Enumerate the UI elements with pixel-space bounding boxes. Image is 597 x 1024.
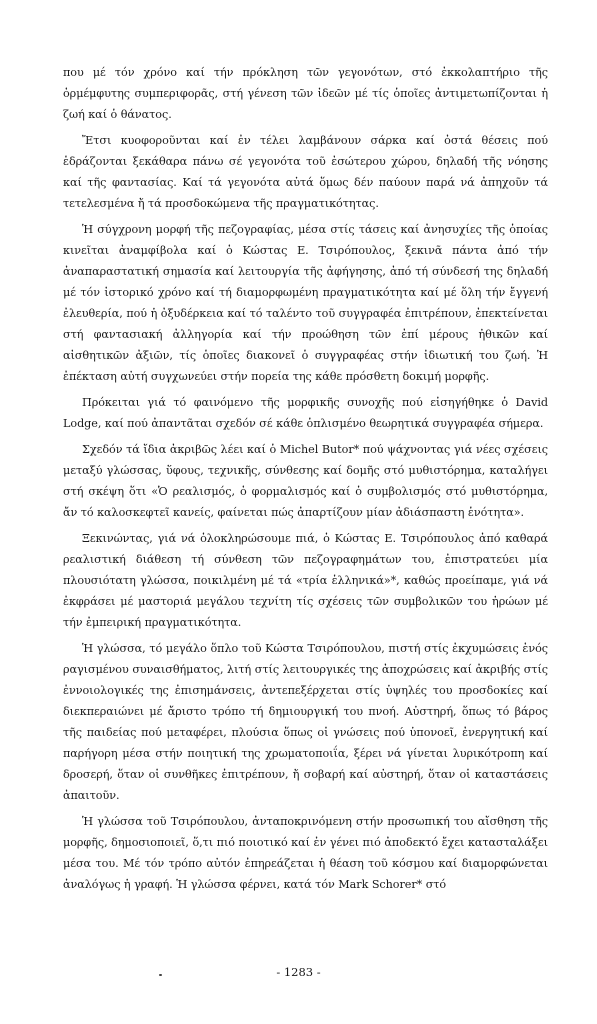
paragraph-3: Ἡ σύγχρονη μορφή τῆς πεζογραφίας, μέσα στίς τάσεις καί ἀνησυχίες τῆς ὁποίας κινεῖται ἀναμφίβολα καί ὁ Κώστας Ε. Τσιρόπουλος, ξεκινᾶ πάντα ἀπό τήν ἀναπαραστατική σημασία καί λειτουργία τῆς ἀφήγησης, ἀπό τή σύνδεσή της δηλαδή μέ τόν ἱστορικό χρόνο καί τή διαμορφωμένη πραγματικότητα καί μέ ὅλη τήν ἔγγενή ἐλευθερία, πού ἡ ὀξυδέρκεια καί τό ταλέντο τοῦ συγγραφέα ἐπιτρέπουν, ἐπεκτείνεται στή φαντασιακή ἀλληγορία καί τήν προώθηση τῶν ἐπί μέρους ἠθικῶν καί αἰσθητικῶν ἀξιῶν, τίς ὁποῖες διακονεῖ ὁ συγγραφέας στήν ἰδιωτική του ζωή. Ἡ ἐπέκταση αὐτή συγχωνεύει στήν πορεία της κάθε πρόσθετη δοκιμή μορφῆς. bbox=[63, 223, 548, 383]
body-text bbox=[63, 62, 548, 900]
paragraph-8: Ἡ γλώσσα τοῦ Τσιρόπουλου, ἀνταποκρινόμενη στήν προσωπική του αἴσθηση τῆς μορφῆς, δημοσιοποιεῖ, ὅ,τι πιό ποιοτικό καί ἐν γένει πιό ἀποδεκτό ἔχει κατασταλάξει μέσα του. Μέ τόν τρόπο αὐτόν ἐπηρεάζεται ἡ θέαση τοῦ κόσμου καί διαμορφώνεται ἀναλόγως ἡ γραφή. Ἡ γλώσσα φέρνει, κατά τόν Mark Schorer* στό bbox=[63, 815, 548, 891]
paragraph-7: Ἡ γλώσσα, τό μεγάλο ὅπλο τοῦ Κώστα Τσιρόπουλου, πιστή στίς ἐκχυμώσεις ἑνός ραγισμένου συναισθήματος, λιτή στίς λειτουργικές της ἀποχρώσεις καί ἀκριβής στίς ἐννοιολογικές της ἐπισημάνσεις, ἀντεπεξέρχεται στίς ὑψηλές του προσδοκίες καί διεκπεραιώνει μέ ἄριστο τρόπο τή δημιουργική του πνοή. Αὐστηρή, ὅπως τό βάρος τῆς παιδείας πού μεταφέρει, πλούσια ὅπως οἱ γνώσεις πού ὑπονοεῖ, ἐνεργητική καί παρήγορη μέσα στήν ποιητική της χρωματοποιΐα, ξέρει νά γίνεται λυρικότροπη καί δροσερή, ὅταν οἱ συνθῆκες ἐπιτρέπουν, ἤ σοβαρή καί αὐστηρή, ὅταν οἱ καταστάσεις ἀπαιτοῦν. bbox=[63, 642, 548, 802]
paragraph-5: Σχεδόν τά ἴδια ἀκριβῶς λέει καί ὁ Michel Butor* πού ψάχνοντας γιά νέες σχέσεις μεταξύ γλώσσας, ὕφους, τεχνικῆς, σύνθεσης καί δομῆς στό μυθιστόρημα, καταλήγει στή σκέψη ὅτι «Ὁ ρεαλισμός, ὁ φορμαλισμός καί ὁ συμβολισμός στό μυθιστόρημα, ἄν τό καλοσκεφτεῖ κανείς, φαίνεται πώς ἀπαρτίζουν μίαν ἀδιάσπαστη ἑνότητα». bbox=[63, 443, 548, 519]
paragraph-4: Πρόκειται γιά τό φαινόμενο τῆς μορφικῆς συνοχῆς πού εἰσηγήθηκε ὁ David Lodge, καί πού ἀπαντᾶται σχεδόν σέ κάθε ὁπλισμένο θεωρητικά συγγραφέα σήμερα. bbox=[63, 396, 548, 430]
paragraph-6: Ξεκινώντας, γιά νά ὁλοκληρώσουμε πιά, ὁ Κώστας Ε. Τσιρόπουλος ἀπό καθαρά ρεαλιστική διάθεση τή σύνθεση τῶν πεζογραφημάτων του, ἐπιστρατεύει μία πλουσιότατη γλώσσα, ποικιλμένη μέ τά «τρία ἑλληνικά»*, καθώς προείπαμε, γιά νά ἐκφράσει μέ μαστοριά μεγάλου τεχνίτη τίς σχέσεις τῶν συμβολικῶν του ἡρώων μέ τήν ἐμπειρική πραγματικότητα. bbox=[63, 532, 548, 629]
paragraph-2: Ἔτσι κυοφοροῦνται καί ἐν τέλει λαμβάνουν σάρκα καί ὀστά θέσεις πού ἑδράζονται ξεκάθαρα πάνω σέ γεγονότα τοῦ ἐσώτερου χώρου, δηλαδή τῆς νόησης καί τῆς φαντασίας. Καί τά γεγονότα αὐτά ὅμως δέν παύουν παρά νά ἀπηχοῦν τά τετελεσμένα ἤ τά προσδοκώμενα τῆς πραγματικότητας. bbox=[63, 134, 548, 210]
paragraph-1: που μέ τόν χρόνο καί τήν πρόκληση τῶν γεγονότων, στό ἐκκολαπτήριο τῆς ὁρμέμφυτης συμπεριφορᾶς, στή γένεση τῶν ἰδεῶν μέ τίς ὁποῖες ἀντιμετωπίζονται ἡ ζωή καί ὁ θάνατος. bbox=[63, 66, 548, 121]
page-number: - 1283 - bbox=[276, 965, 321, 979]
